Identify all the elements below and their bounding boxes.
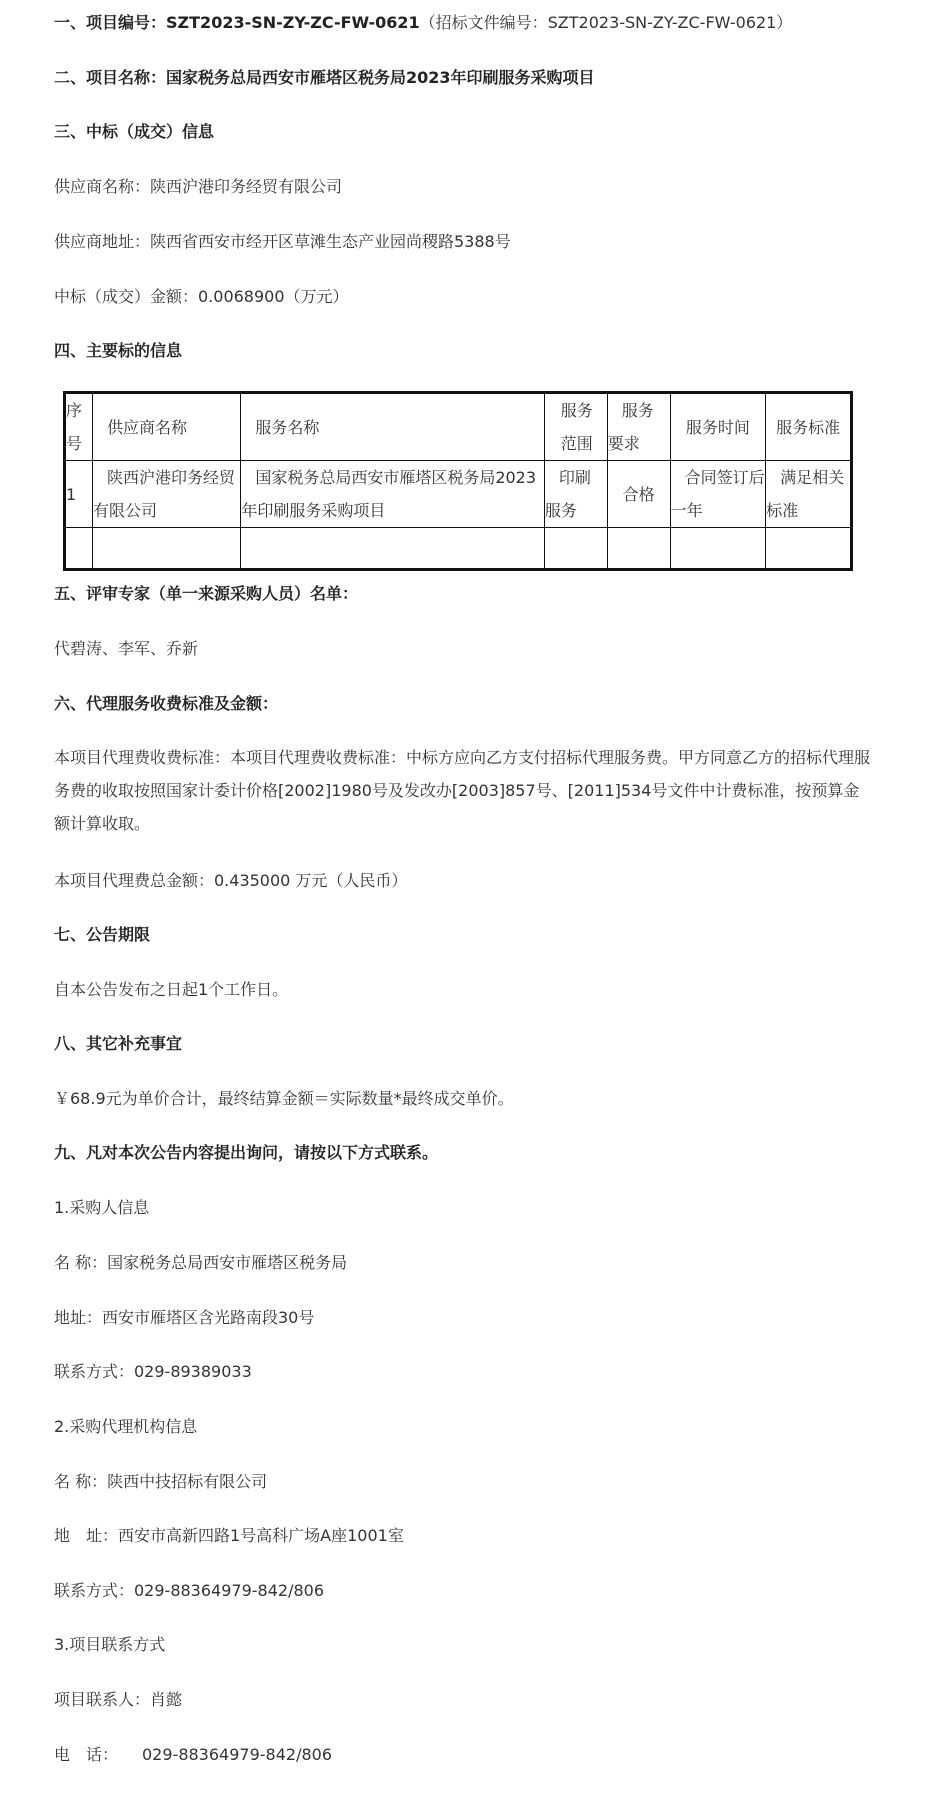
project-name-line [54,65,595,91]
header-cell-standard: 服务标准 [766,393,852,461]
row-cell-time: 合同签订后一年 [670,461,766,528]
supplementary-text: ￥68.9元为单价合计，最终结算金额＝实际数量*最终成交单价。 [54,1089,514,1108]
project-contact-title: 3.项目联系方式 [54,1635,166,1654]
header-cell-supplier: 供应商名称 [92,393,240,461]
agency-fee-total: 本项目代理费总金额：0.435000 万元（人民币） [54,871,408,890]
agency-fee-heading: 六、代理服务收费标准及金额： [54,694,279,713]
project-number-line [54,10,792,36]
row-cell-requirement: 合格 [607,461,670,528]
project-contact-phone: 电 话： 029-88364979-842/806 [54,1745,332,1764]
review-experts-names: 代碧涛、李军、乔新 [54,639,199,658]
project-number-label: 一、项目编号： [54,13,167,32]
project-contact-person: 项目联系人：肖懿 [54,1690,183,1709]
tender-doc-number: （招标文件编号：SZT2023-SN-ZY-ZC-FW-0621） [419,13,793,32]
table-row [65,461,852,528]
purchaser-info-title: 1.采购人信息 [54,1198,150,1217]
agency-fee-standard: 本项目代理费收费标准：本项目代理费收费标准：中标方应向乙方支付招标代理服务费。甲方同意乙方的招标代理服务费的收取按照国家计委计价格[2002]1980号及发改办[2003]857号、[2011]534号文件中计费标准，按预算金额计算收取。 [54,748,871,833]
notice-period-heading: 七、公告期限 [54,925,151,944]
agency-name: 名 称：陕西中技招标有限公司 [54,1472,268,1491]
supplier-name: 供应商名称：陕西沪港印务经贸有限公司 [54,177,343,196]
review-experts-heading: 五、评审专家（单一来源采购人员）名单： [54,584,359,603]
purchaser-contact: 联系方式：029-89389033 [54,1362,252,1381]
row-cell-index: 1 [65,461,93,528]
row-cell-supplier: 陕西沪港印务经贸有限公司 [92,461,240,528]
header-cell-time: 服务时间 [670,393,766,461]
header-cell-requirement: 服务要求 [607,393,670,461]
contact-heading: 九、凡对本次公告内容提出询问，请按以下方式联系。 [54,1143,439,1162]
supplier-address: 供应商地址：陕西省西安市经开区草滩生态产业园尚稷路5388号 [54,232,511,251]
purchaser-address: 地址：西安市雁塔区含光路南段30号 [54,1308,315,1327]
notice-period-text: 自本公告发布之日起1个工作日。 [54,980,289,999]
purchaser-name: 名 称：国家税务总局西安市雁塔区税务局 [54,1253,348,1272]
header-cell-scope: 服务范围 [544,393,607,461]
project-number-value: SZT2023-SN-ZY-ZC-FW-0621 [166,13,420,32]
header-cell-service-name: 服务名称 [241,393,545,461]
agency-info-title: 2.采购代理机构信息 [54,1417,198,1436]
main-subject-heading: 四、主要标的信息 [54,341,183,360]
row-cell-service-name: 国家税务总局西安市雁塔区税务局2023年印刷服务采购项目 [241,461,545,528]
row-cell-scope: 印刷服务 [544,461,607,528]
table-row-empty [65,528,852,570]
award-amount: 中标（成交）金额：0.0068900（万元） [54,287,349,306]
project-name-value: 国家税务总局西安市雁塔区税务局2023年印刷服务采购项目 [166,68,595,87]
award-info-heading: 三、中标（成交）信息 [54,122,215,141]
subject-info-table [63,391,853,571]
agency-contact: 联系方式：029-88364979-842/806 [54,1581,324,1600]
agency-address: 地 址：西安市高新四路1号高科广场A座1001室 [54,1526,404,1545]
project-name-label: 二、项目名称： [54,68,167,87]
row-cell-standard: 满足相关标准 [766,461,852,528]
header-cell-index: 序号 [65,393,93,461]
supplementary-heading: 八、其它补充事宜 [54,1034,183,1053]
table-header-row [65,393,852,461]
